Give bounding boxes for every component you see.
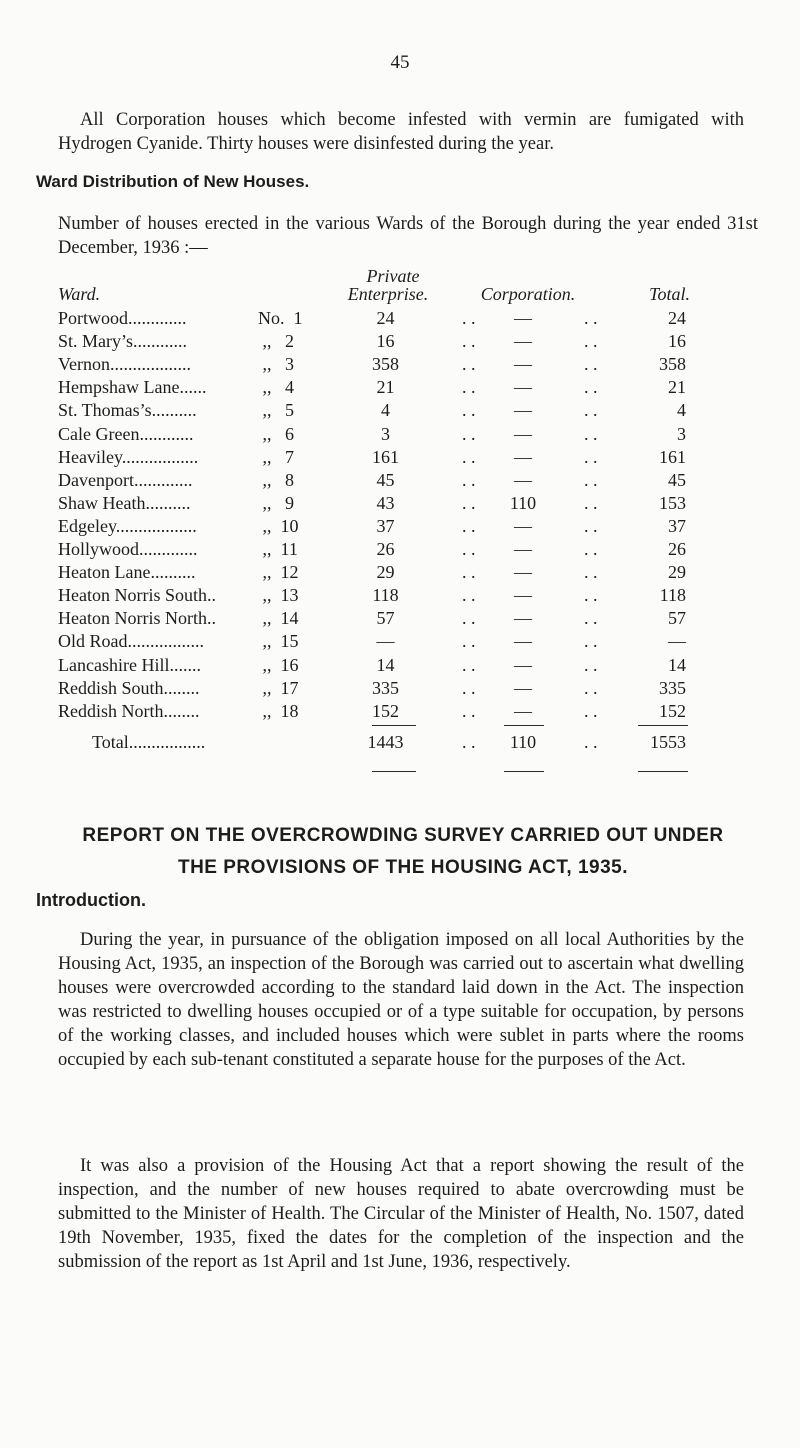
private-enterprise-value: —	[376, 631, 395, 652]
row-separator-1: . .	[462, 631, 476, 652]
ward-number: ,, 5	[258, 400, 294, 421]
report-heading	[38, 820, 768, 884]
private-enterprise-value: 358	[372, 354, 399, 375]
total-separator-1: . .	[462, 732, 476, 752]
report-paragraph-2: It was also a provision of the Housing Act that a report showing the result of the inspection, and the number of new houses required to abate overcrowding must be submitted to the Minister of Health. The Circular of the Minister of Health, No. 1507, dated 19th November, 1935, fixed the dates for the completion of the inspection and the submission of the report as 1st April and 1st June, 1936, respectively.	[58, 1156, 744, 1272]
private-enterprise-value: 118	[372, 585, 399, 606]
total-value: 161	[659, 446, 686, 467]
table-row	[58, 516, 758, 540]
row-separator-1: . .	[462, 677, 476, 698]
total-label: Total.................	[92, 732, 206, 752]
total-separator-2: . .	[584, 732, 598, 752]
ward-name: Old Road.................	[58, 631, 204, 652]
table-row	[58, 655, 758, 679]
corporation-value: —	[514, 446, 532, 467]
row-separator-1: . .	[462, 354, 476, 375]
ward-name: Hollywood.............	[58, 539, 198, 559]
ward-name: Heaviley.................	[58, 446, 199, 467]
ward-name: Reddish North........	[58, 700, 200, 721]
corporation-value: —	[514, 654, 532, 675]
table-row	[58, 447, 758, 471]
row-separator-2: . .	[584, 539, 598, 559]
total-corporation: 110	[509, 732, 537, 752]
row-separator-2: . .	[584, 608, 598, 629]
table-row	[58, 608, 758, 632]
total-value: 37	[668, 515, 686, 536]
total-value: 358	[659, 354, 686, 375]
subtotal-rule-corporation	[504, 725, 544, 726]
corporation-value: —	[514, 469, 532, 490]
row-separator-1: . .	[462, 608, 476, 629]
table-row	[58, 562, 758, 586]
total-value: 3	[677, 423, 686, 444]
private-enterprise-value: 16	[376, 331, 395, 352]
table-row	[58, 424, 758, 448]
private-enterprise-value: 45	[376, 469, 395, 490]
col-header-corporation: Corporation.	[480, 284, 576, 304]
corporation-value: —	[514, 539, 532, 559]
total-total: 1553	[650, 732, 686, 752]
ward-intro-paragraph: Number of houses erected in the various Wards of the Borough during the year ended 31st December, 1936 :—	[58, 214, 758, 258]
row-separator-1: . .	[462, 515, 476, 536]
row-separator-1: . .	[462, 446, 476, 467]
table-row	[58, 678, 758, 702]
table-row	[58, 631, 758, 655]
total-value: 4	[677, 400, 686, 421]
private-enterprise-value: 57	[376, 608, 395, 629]
row-separator-2: . .	[584, 377, 598, 398]
private-enterprise-value: 3	[381, 423, 390, 444]
corporation-value: 110	[509, 492, 537, 513]
row-separator-2: . .	[584, 400, 598, 421]
private-enterprise-value: 335	[372, 677, 399, 698]
total-value: 153	[659, 492, 686, 513]
row-separator-2: . .	[584, 585, 598, 606]
row-separator-1: . .	[462, 400, 476, 421]
total-value: 21	[668, 377, 686, 398]
total-value: 16	[668, 331, 686, 352]
table-row	[58, 400, 758, 424]
bottom-rule-private	[372, 771, 416, 772]
ward-name: Reddish South........	[58, 677, 200, 698]
ward-name: Portwood.............	[58, 308, 187, 328]
row-separator-2: . .	[584, 677, 598, 698]
private-enterprise-value: 21	[376, 377, 395, 398]
corporation-value: —	[514, 400, 532, 421]
ward-name: Vernon..................	[58, 354, 191, 375]
table-total-row	[58, 732, 758, 756]
table-row	[58, 701, 758, 725]
total-value: 335	[659, 677, 686, 698]
total-value: 152	[659, 700, 686, 721]
ward-number: ,, 16	[258, 654, 299, 675]
row-separator-2: . .	[584, 308, 598, 328]
corporation-value: —	[514, 631, 532, 652]
ward-number: ,, 2	[258, 331, 294, 352]
private-enterprise-value: 161	[372, 446, 399, 467]
ward-name: Shaw Heath..........	[58, 492, 191, 513]
total-private: 1443	[367, 732, 404, 752]
row-separator-1: . .	[462, 700, 476, 721]
vermin-paragraph: All Corporation houses which become infested with vermin are fumigated with Hydrogen Cyanide. Thirty houses were disinfested during the year.	[58, 110, 744, 154]
row-separator-1: . .	[462, 492, 476, 513]
row-separator-1: . .	[462, 469, 476, 490]
row-separator-2: . .	[584, 515, 598, 536]
ward-number: ,, 15	[258, 631, 299, 652]
ward-name: Heaton Norris North..	[58, 608, 216, 629]
total-value: 26	[668, 539, 686, 559]
row-separator-1: . .	[462, 562, 476, 583]
ward-name: St. Thomas’s..........	[58, 400, 197, 421]
row-separator-2: . .	[584, 654, 598, 675]
private-enterprise-value: 152	[372, 700, 399, 721]
corporation-value: —	[514, 585, 532, 606]
ward-name: Cale Green............	[58, 423, 194, 444]
ward-number: ,, 9	[258, 492, 294, 513]
table-row	[58, 493, 758, 517]
ward-name: Davenport.............	[58, 469, 193, 490]
ward-number: ,, 10	[258, 515, 299, 536]
total-value: 24	[668, 308, 686, 328]
row-separator-2: . .	[584, 492, 598, 513]
ward-number: ,, 13	[258, 585, 299, 606]
corporation-value: —	[514, 331, 532, 352]
total-value: 45	[668, 469, 686, 490]
row-separator-1: . .	[462, 539, 476, 559]
introduction-heading: Introduction.	[36, 890, 146, 910]
corporation-value: —	[514, 354, 532, 375]
row-separator-2: . .	[584, 446, 598, 467]
total-value: 118	[659, 585, 686, 606]
private-enterprise-value: 14	[376, 654, 395, 675]
corporation-value: —	[514, 562, 532, 583]
total-value: 29	[668, 562, 686, 583]
ward-number: ,, 17	[258, 677, 299, 698]
ward-name: Heaton Norris South..	[58, 585, 216, 606]
col-header-ward: Ward.	[58, 284, 101, 304]
row-separator-1: . .	[462, 308, 476, 328]
bottom-rule-total	[638, 771, 688, 772]
table-row	[58, 331, 758, 355]
col-header-private-1: Private	[366, 266, 420, 286]
row-separator-1: . .	[462, 423, 476, 444]
table-row	[58, 308, 758, 332]
ward-name: Lancashire Hill.......	[58, 654, 201, 675]
ward-number: ,, 4	[258, 377, 294, 398]
ward-number: ,, 6	[258, 423, 294, 444]
row-separator-2: . .	[584, 469, 598, 490]
private-enterprise-value: 29	[376, 562, 395, 583]
row-separator-2: . .	[584, 331, 598, 352]
total-value: —	[668, 631, 686, 652]
private-enterprise-value: 24	[376, 308, 395, 328]
subtotal-rule-total	[638, 725, 688, 726]
table-row	[58, 354, 758, 378]
ward-number: ,, 8	[258, 469, 294, 490]
row-separator-2: . .	[584, 562, 598, 583]
report-paragraph-1: During the year, in pursuance of the obligation imposed on all local Authorities by the Housing Act, 1935, an inspection of the Borough was carried out to ascertain what dwelling houses were overcrowded according to the standard laid down in the Act. The inspection was restricted to dwelling houses occupied or of a type suitable for occupation, by persons of the working classes, and included houses which were sublet in parts where the rooms occupied by each sub-tenant constituted a separate house for the purposes of the Act.	[58, 930, 744, 1070]
corporation-value: —	[514, 677, 532, 698]
bottom-rule-corporation	[504, 771, 544, 772]
subtotal-rule-private	[372, 725, 416, 726]
ward-name: Heaton Lane..........	[58, 562, 196, 583]
row-separator-2: . .	[584, 423, 598, 444]
ward-name: St. Mary’s............	[58, 331, 188, 352]
total-value: 57	[668, 608, 686, 629]
row-separator-2: . .	[584, 631, 598, 652]
col-header-private-2: Enterprise.	[347, 284, 429, 304]
total-value: 14	[668, 654, 686, 675]
private-enterprise-value: 4	[381, 400, 390, 421]
page-number: 45	[390, 52, 410, 73]
table-row	[58, 585, 758, 609]
table-row	[58, 470, 758, 494]
ward-name: Hempshaw Lane......	[58, 377, 207, 398]
col-header-total: Total.	[649, 284, 690, 304]
table-row	[58, 539, 758, 563]
report-heading-line-1: REPORT ON THE OVERCROWDING SURVEY CARRIED OUT UNDER	[82, 825, 724, 846]
ward-number: ,, 18	[258, 700, 299, 721]
row-separator-1: . .	[462, 585, 476, 606]
ward-number: ,, 7	[258, 446, 294, 467]
row-separator-2: . .	[584, 700, 598, 721]
corporation-value: —	[514, 608, 532, 629]
ward-number: ,, 14	[258, 608, 299, 629]
ward-number: ,, 3	[258, 354, 294, 375]
ward-number: ,, 12	[258, 562, 299, 583]
private-enterprise-value: 37	[376, 515, 395, 536]
ward-distribution-heading: Ward Distribution of New Houses.	[36, 172, 310, 191]
table-row	[58, 377, 758, 401]
row-separator-1: . .	[462, 654, 476, 675]
corporation-value: —	[514, 308, 532, 328]
ward-number: No. 1	[258, 308, 303, 328]
report-heading-line-2: THE PROVISIONS OF THE HOUSING ACT, 1935.	[177, 857, 629, 878]
ward-number: ,, 11	[258, 539, 298, 559]
private-enterprise-value: 26	[376, 539, 395, 559]
private-enterprise-value: 43	[376, 492, 395, 513]
corporation-value: —	[514, 515, 532, 536]
corporation-value: —	[514, 423, 532, 444]
corporation-value: —	[514, 700, 532, 721]
ward-name: Edgeley..................	[58, 515, 197, 536]
row-separator-2: . .	[584, 354, 598, 375]
row-separator-1: . .	[462, 331, 476, 352]
row-separator-1: . .	[462, 377, 476, 398]
corporation-value: —	[514, 377, 532, 398]
